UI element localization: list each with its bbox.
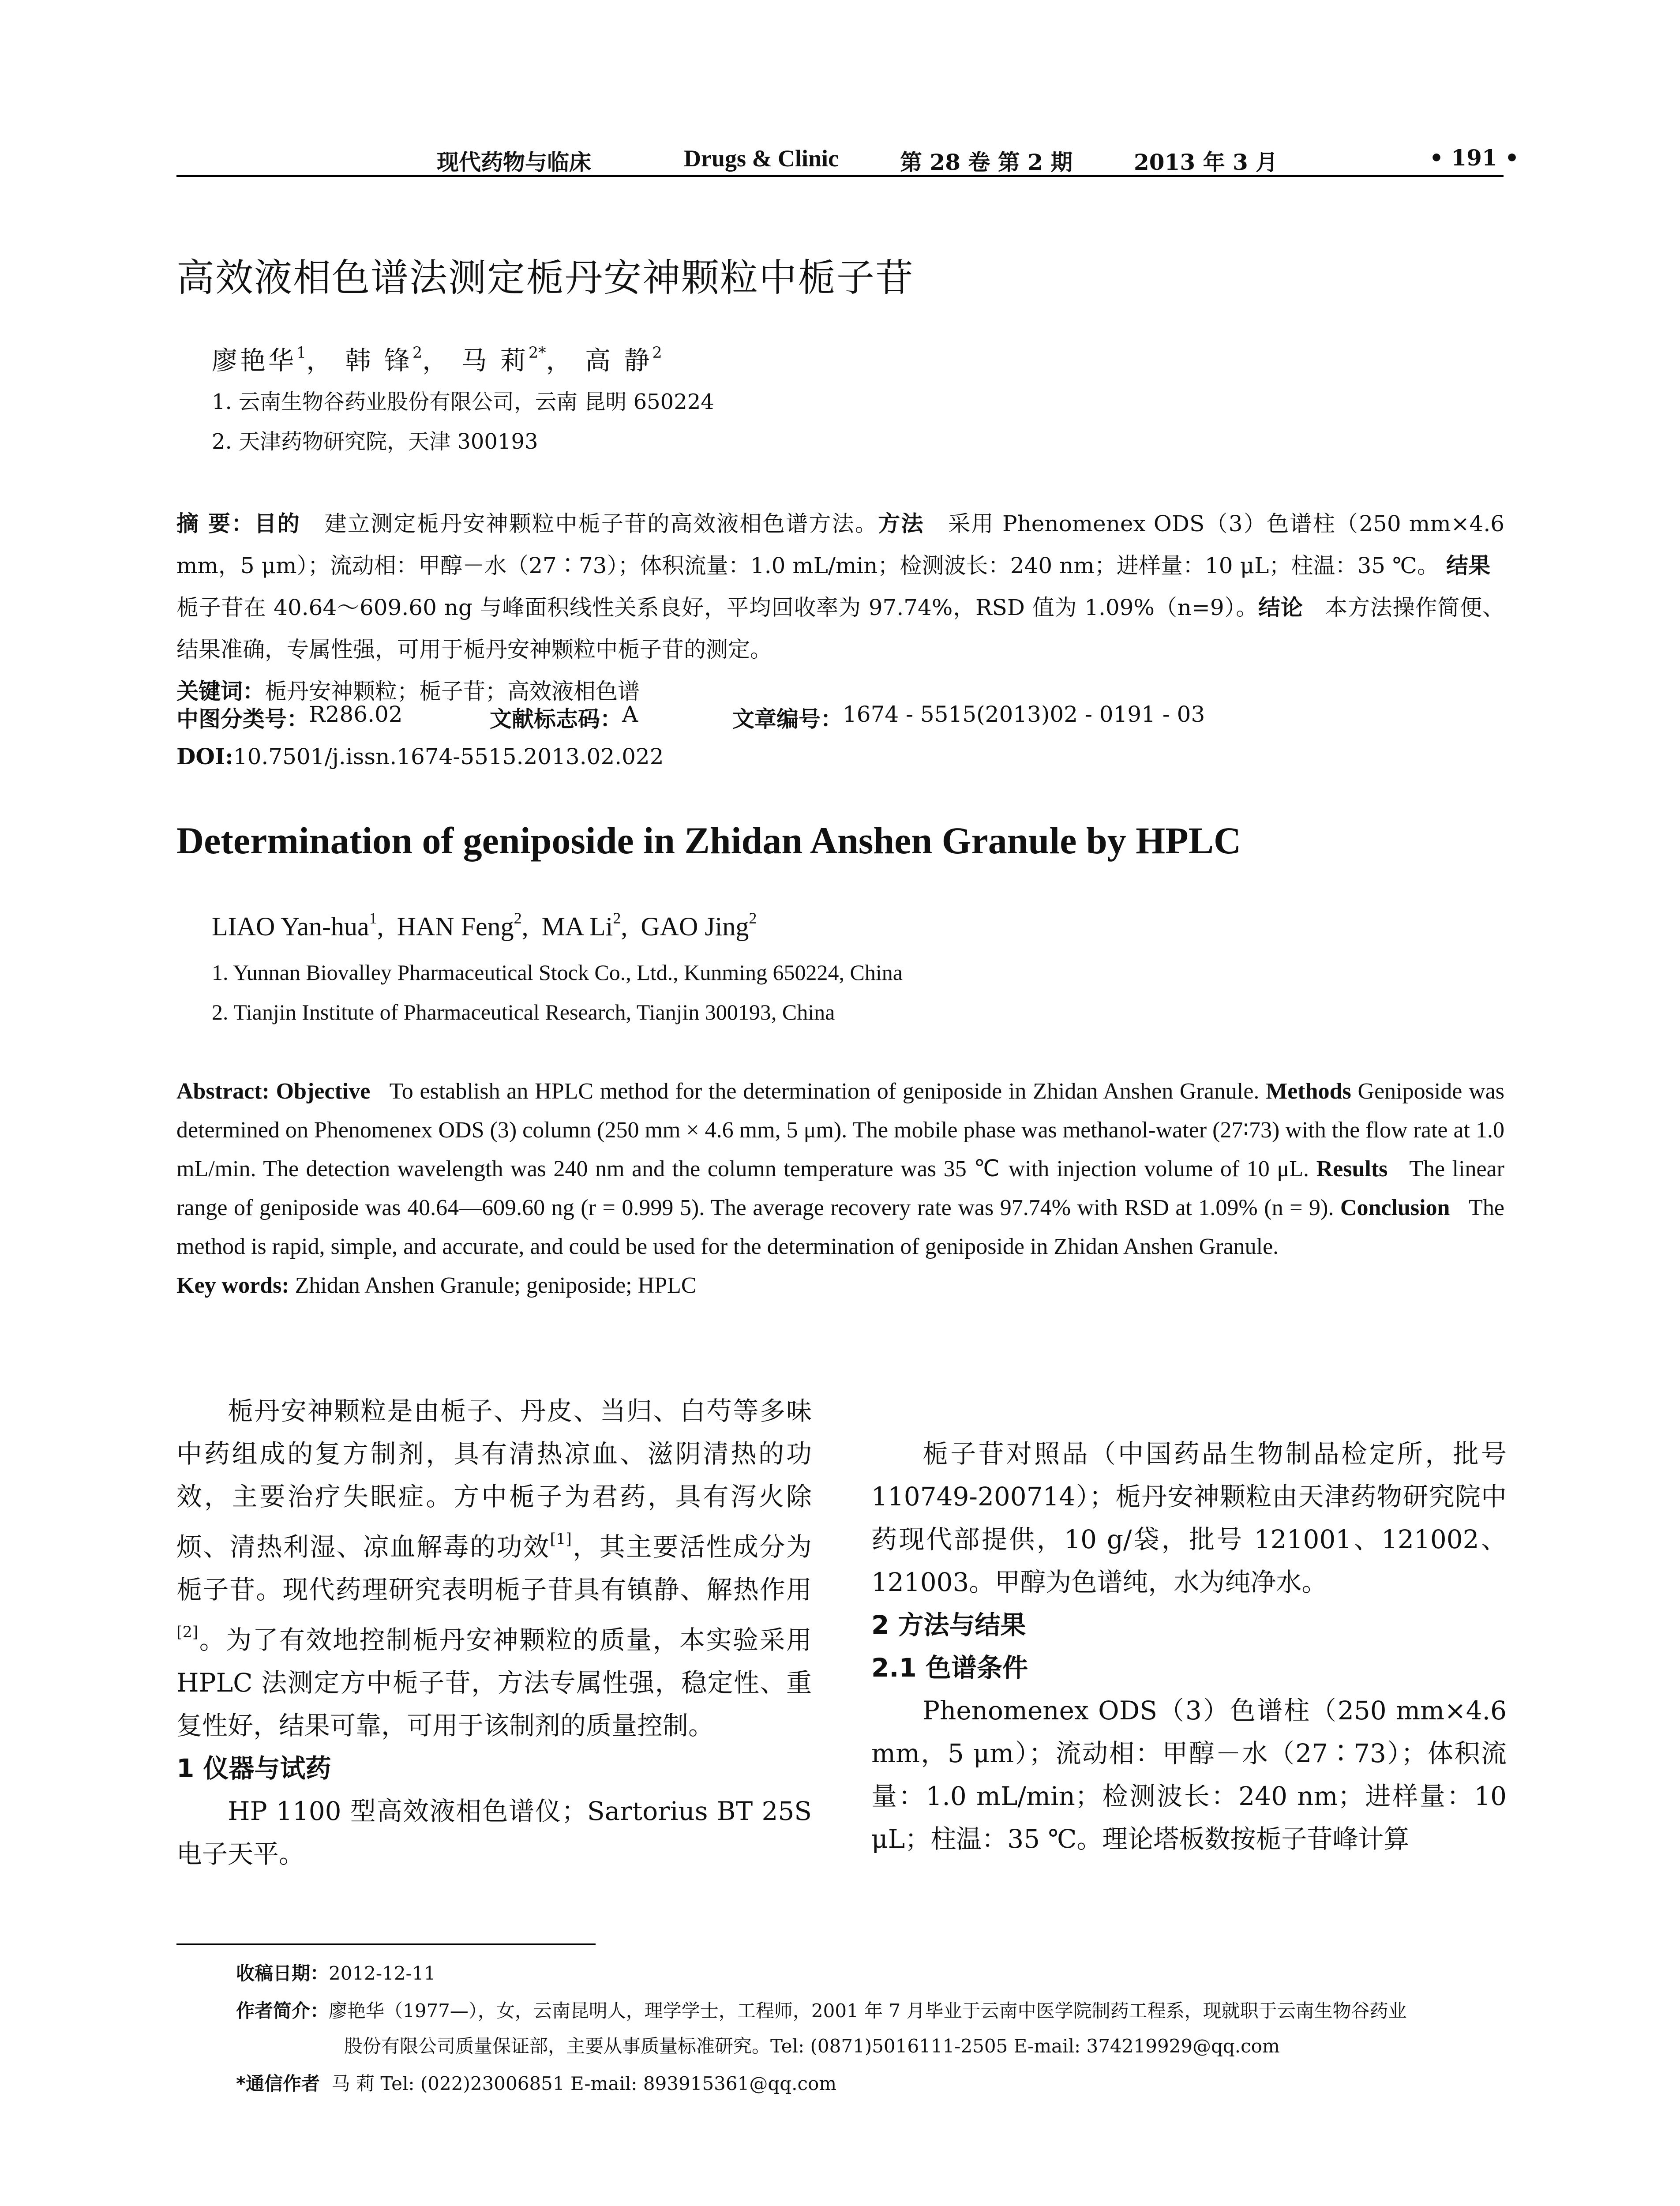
- author-affil-mark: 2: [613, 909, 621, 927]
- author-name: 马 莉: [461, 345, 529, 375]
- cn-title: 高效液相色谱法测定栀丹安神颗粒中栀子苷: [176, 256, 914, 300]
- author-bio-line-2: 股份有限公司质量保证部，主要从事质量标准研究。Tel: (0871)5016111-2505 E-mail: 374219929@qq.com: [344, 2035, 1280, 2057]
- received-value: 2012-12-11: [329, 1962, 436, 1984]
- methods-text: 采用 Phenomenex ODS（3）色谱柱（250 mm×4.6 mm，5 μm）；流动相：甲醇－水（27∶73）；体积流量：1.0 mL/min；检测波长：240 nm；进样量：10 μL；柱温：35 ℃。: [176, 511, 1505, 578]
- author-name: 高 静: [585, 345, 652, 375]
- author-affil-mark: 1: [369, 909, 377, 927]
- keywords-label: 关键词：: [176, 679, 265, 704]
- en-title: Determination of geniposide in Zhidan Anshen Granule by HPLC: [176, 819, 1241, 862]
- results-label: Results: [1316, 1156, 1388, 1182]
- clc-value: R286.02: [309, 702, 403, 727]
- author-name: LIAO Yan-hua: [212, 912, 369, 941]
- conclusion-label: Conclusion: [1340, 1195, 1450, 1220]
- header-rule: [176, 175, 1504, 177]
- methods-label: Methods: [1266, 1079, 1351, 1104]
- article-no-value: 1674 - 5515(2013)02 - 0191 - 03: [843, 702, 1205, 727]
- en-affiliation-1: 1. Yunnan Biovalley Pharmaceutical Stock Co., Ltd., Kunming 650224, China: [212, 960, 903, 985]
- en-authors: LIAO Yan-hua$^1$, HAN Feng$^2$, MA Li$^2$, GAO Jing$^2$: [212, 909, 757, 941]
- corresponding-label: *通信作者: [236, 2073, 320, 2094]
- article-no-label: 文章编号：: [732, 706, 843, 732]
- conclusion-text: The method is rapid, simple, and accurate, and could be used for the determination of geniposide in Zhidan Anshen Granule.: [176, 1195, 1505, 1259]
- intro-text-3: 。为了有效地控制栀丹安神颗粒的质量，本实验采用 HPLC 法测定方中栀子苷，方法专属性强，稳定性、重复性好，结果可靠，可用于该制剂的质量控制。: [176, 1625, 812, 1741]
- author-affil-mark: 2: [514, 909, 522, 927]
- corresponding-author: [236, 2069, 836, 2096]
- citation-2: [2]: [176, 1624, 199, 1642]
- intro-text-1: 栀丹安神颗粒是由栀子、丹皮、当归、白芍等多味中药组成的复方制剂，具有清热凉血、滋阴清热的功效，主要治疗失眠症。方中栀子为君药，具有泻火除烦、清热利湿、凉血解毒的功效: [176, 1396, 812, 1562]
- methods-text: Geniposide was determined on Phenomenex ODS (3) column (250 mm × 4.6 mm, 5 μm). The mobile phase was methanol-water (27∶73) with the flow rate at 1.0 mL/min. The detection wavelength was 240 nm and the column temperature was 35 ℃ with injection volume of 10 μL.: [176, 1079, 1505, 1182]
- en-abstract: [176, 1072, 1504, 1305]
- doi-value: 10.7501/j.issn.1674-5515.2013.02.022: [233, 744, 664, 769]
- section-heading-1: 1 仪器与试药: [176, 1753, 331, 1784]
- results-text: 栀子苷在 40.64～609.60 ng 与峰面积线性关系良好，平均回收率为 97.74%，RSD 值为 1.09%（n=9）。: [176, 595, 1259, 620]
- author-name: 韩 锋: [345, 345, 413, 375]
- journal-name-cn: 现代药物与临床: [437, 149, 591, 175]
- author-name: MA Li: [541, 912, 613, 941]
- objective-text: 建立测定栀丹安神颗粒中栀子苷的高效液相色谱方法。: [324, 511, 878, 536]
- author-affil-mark: 1: [296, 344, 307, 362]
- chromatography-paragraph: Phenomenex ODS（3）色谱柱（250 mm×4.6 mm，5 μm）；流动相：甲醇－水（27∶73）；体积流量：1.0 mL/min；检测波长：240 nm；进样量：10 μL；柱温：35 ℃。理论塔板数按栀子苷峰计算: [871, 1696, 1507, 1854]
- intro-paragraph: [176, 1390, 812, 1747]
- author-affil-mark: 2*: [529, 344, 546, 362]
- corresponding-text: 马 莉 Tel: (022)23006851 E-mail: 893915361@qq.com: [331, 2073, 837, 2094]
- author-bio-line-1: [236, 1996, 1407, 2023]
- author-affil-mark: 2: [749, 909, 757, 927]
- author-bio-text-1: 廖艳华（1977—），女，云南昆明人，理学学士，工程师，2001 年 7 月毕业于云南中医学院制药工程系，现就职于云南生物谷药业: [329, 2000, 1407, 2022]
- volume-issue: 第 28 卷 第 2 期: [900, 149, 1073, 175]
- objective-text: To establish an HPLC method for the determination of geniposide in Zhidan Anshen Granule.: [389, 1079, 1260, 1104]
- received-label: 收稿日期：: [236, 1962, 329, 1984]
- keywords-label: Key words:: [176, 1273, 289, 1298]
- doi-label: DOI:: [176, 743, 233, 769]
- clc-label: 中图分类号：: [176, 706, 309, 732]
- conclusion-text: 本方法操作简便、结果准确，专属性强，可用于栀丹安神颗粒中栀子苷的测定。: [176, 595, 1505, 662]
- running-header: [176, 140, 1519, 176]
- results-text: The linear range of geniposide was 40.64—609.60 ng (r = 0.999 5). The average recovery rate was 97.74% with RSD at 1.09% (n = 9).: [176, 1156, 1504, 1220]
- body-column-right: [871, 1390, 1507, 1861]
- citation-1: [1]: [550, 1531, 572, 1548]
- reagents-paragraph: 栀子苷对照品（中国药品生物制品检定所，批号 110749-200714）；栀丹安神颗粒由天津药物研究院中药现代部提供，10 g/袋，批号 121001、121002、121003。甲醇为色谱纯，水为纯净水。: [871, 1439, 1507, 1597]
- section-heading-2: 2 方法与结果: [871, 1610, 1026, 1640]
- cn-affiliation-1: 1. 云南生物谷药业股份有限公司，云南 昆明 650224: [212, 390, 714, 414]
- abstract-label: Abstract:: [176, 1079, 270, 1104]
- intro-text-2: ，其主要活性成分为栀子苷。现代药理研究表明栀子苷具有镇静、解热作用: [176, 1532, 812, 1605]
- doi-line: [176, 743, 664, 769]
- footnote-rule: [176, 1943, 596, 1945]
- received-date: [236, 1959, 435, 1985]
- journal-name-en: Drugs & Clinic: [684, 145, 839, 172]
- cn-abstract: [176, 503, 1504, 713]
- methods-label: 方法: [878, 511, 924, 536]
- body-column-left: [176, 1390, 812, 1876]
- doc-code-value: A: [622, 702, 638, 727]
- author-bio-label: 作者简介：: [236, 2000, 329, 2022]
- section-heading-2-1: 2.1 色谱条件: [871, 1653, 1028, 1683]
- instruments-paragraph: HP 1100 型高效液相色谱仪；Sartorius BT 25S 电子天平。: [176, 1796, 812, 1869]
- abstract-label: 摘 要：: [176, 511, 255, 536]
- author-name: HAN Feng: [397, 912, 514, 941]
- cn-affiliation-2: 2. 天津药物研究院，天津 300193: [212, 429, 538, 454]
- author-affil-mark: 2: [412, 344, 423, 362]
- author-affil-mark: 2: [652, 344, 662, 362]
- keywords-text: 栀丹安神颗粒；栀子苷；高效液相色谱: [265, 679, 640, 704]
- keywords-text: Zhidan Anshen Granule; geniposide; HPLC: [295, 1273, 697, 1298]
- conclusion-label: 结论: [1258, 595, 1303, 620]
- author-name: 廖艳华: [212, 345, 297, 375]
- objective-label: Objective: [276, 1079, 371, 1104]
- en-affiliation-2: 2. Tianjin Institute of Pharmaceutical Research, Tianjin 300193, China: [212, 1000, 835, 1024]
- doc-code-label: 文献标志码：: [490, 706, 622, 732]
- issue-date: 2013 年 3 月: [1134, 149, 1278, 175]
- author-name: GAO Jing: [641, 912, 749, 941]
- objective-label: 目的: [254, 511, 301, 536]
- results-label: 结果: [1446, 553, 1491, 578]
- cn-authors: 廖艳华$^1$， 韩 锋$^2$， 马 莉$^{2*}$， 高 静$^2$: [212, 344, 662, 375]
- page-number: • 191 •: [1429, 145, 1519, 171]
